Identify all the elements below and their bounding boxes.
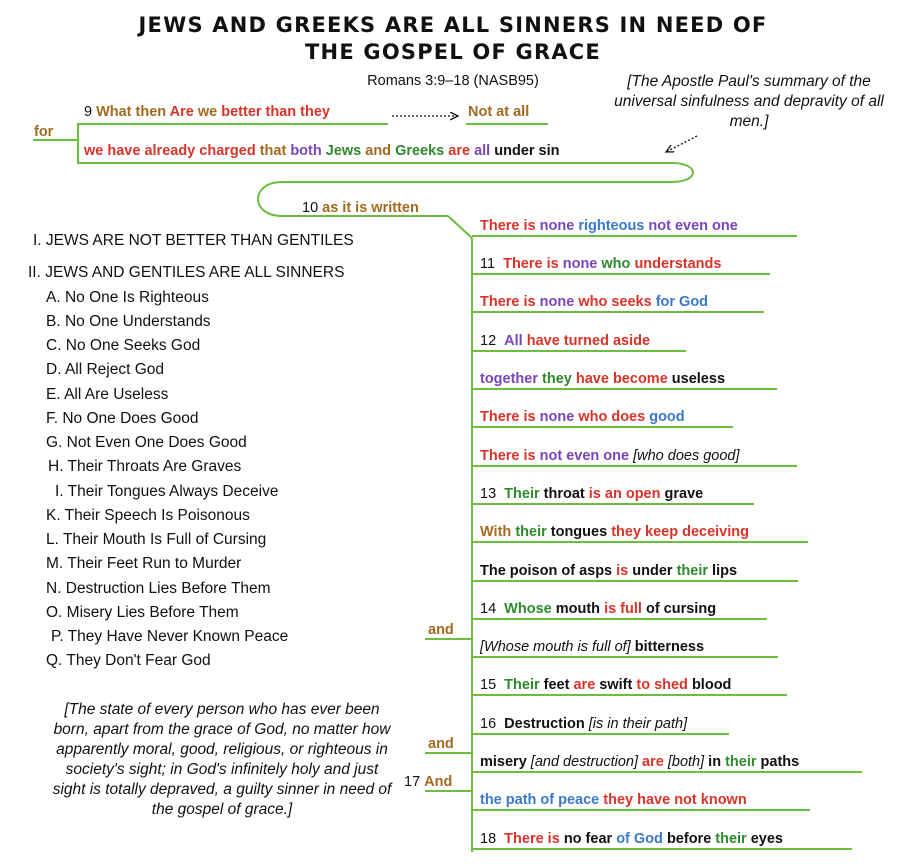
implied-words: [both] xyxy=(667,754,709,770)
text-segment: feet xyxy=(543,677,574,693)
text-segment: Are xyxy=(169,104,198,120)
outline-item: N. Destruction Lies Before Them xyxy=(46,580,271,597)
verse-line xyxy=(480,371,725,387)
text-segment: not even one xyxy=(539,448,634,464)
verse-line xyxy=(480,677,731,693)
text-segment: that xyxy=(259,143,291,159)
text-segment: have become xyxy=(575,371,672,387)
verse-line xyxy=(480,486,703,502)
text-segment: are xyxy=(448,143,475,159)
text-segment: and xyxy=(365,143,396,159)
text-segment: There is xyxy=(504,831,564,847)
text-segment: they have not known xyxy=(603,792,747,808)
verse-9-charge xyxy=(84,143,560,159)
summary-note: [The Apostle Paul's summary of the universal sinfulness and depravity of all men.] xyxy=(614,73,884,130)
text-segment: is an open xyxy=(588,486,665,502)
outline-item: H. Their Throats Are Graves xyxy=(48,458,242,475)
outline-item: A. No One Is Righteous xyxy=(46,289,209,306)
text-segment: good xyxy=(649,409,685,425)
text-segment: grave xyxy=(664,486,704,502)
dotted-arrow-note xyxy=(666,136,697,152)
text-segment: in xyxy=(708,754,726,770)
verse-line xyxy=(480,831,783,847)
text-segment: no fear xyxy=(563,831,617,847)
verse-9-question xyxy=(84,104,330,120)
depravity-note: [The state of every person who has ever been born, apart from the grace of God, no matter how apparently moral, good, religious, or righteous in society's sight; in God's infinitely holy and just sight is totally depraved, a guilty sinner in need of the gospel of grace.] xyxy=(52,701,392,818)
text-segment: the path of peace xyxy=(480,792,604,808)
outline-item: M. Their Feet Run to Murder xyxy=(46,555,242,572)
text-segment: to shed xyxy=(636,677,692,693)
text-segment: understands xyxy=(634,256,722,272)
text-segment: There is xyxy=(480,294,540,310)
v10-diagonal-line xyxy=(448,216,472,238)
text-segment: of God xyxy=(616,831,667,847)
verse-number: 18 xyxy=(480,831,501,847)
verse-line xyxy=(480,639,704,655)
text-segment: have turned aside xyxy=(526,333,651,349)
scripture-reference: Romans 3:9–18 (NASB95) xyxy=(367,73,539,89)
text-segment: bitterness xyxy=(634,639,705,655)
text-segment: Destruction xyxy=(504,716,589,732)
text-segment: lips xyxy=(712,563,738,579)
title-line-1: JEWS AND GREEKS ARE ALL SINNERS IN NEED OF xyxy=(138,13,768,37)
text-segment: Jews xyxy=(325,143,366,159)
and-connector-2: and xyxy=(428,736,454,752)
outline-item: L. Their Mouth Is Full of Cursing xyxy=(46,531,267,548)
verse-number: 16 xyxy=(480,716,501,732)
text-segment: none xyxy=(562,256,602,272)
text-segment: There is xyxy=(480,409,540,425)
text-segment: none xyxy=(539,409,579,425)
text-segment: their xyxy=(715,831,751,847)
implied-words: [Whose mouth is full of] xyxy=(480,639,635,655)
text-segment: There is xyxy=(480,218,540,234)
text-segment: both xyxy=(290,143,326,159)
text-segment: who seeks xyxy=(578,294,656,310)
verse-17-connector xyxy=(404,774,452,790)
page-title xyxy=(0,12,906,66)
outline-item: B. No One Understands xyxy=(46,313,211,330)
verse-line xyxy=(480,792,747,808)
title-line-2: THE GOSPEL OF GRACE xyxy=(305,40,601,64)
verse-line xyxy=(480,448,740,464)
implied-words: [who does good] xyxy=(633,448,740,464)
text-segment: useless xyxy=(671,371,726,387)
text-segment: Their xyxy=(504,677,544,693)
text-segment: What then xyxy=(96,104,170,120)
text-segment: Their xyxy=(504,486,544,502)
text-segment: together xyxy=(480,371,543,387)
verse-17-and: And xyxy=(424,774,453,790)
verse-10-number: 10 xyxy=(302,200,319,216)
text-segment: The poison of asps xyxy=(480,563,617,579)
verse-line xyxy=(480,409,685,425)
text-segment: we xyxy=(84,143,108,159)
outline-item: G. Not Even One Does Good xyxy=(46,434,247,451)
verse-line xyxy=(480,294,708,310)
text-segment: is xyxy=(616,563,633,579)
text-segment: righteous xyxy=(578,218,649,234)
verse-number: 11 xyxy=(480,256,500,272)
verse-line xyxy=(480,524,749,540)
text-segment: all xyxy=(474,143,495,159)
verse-number: 15 xyxy=(480,677,501,693)
outline-item: F. No One Does Good xyxy=(46,410,199,427)
outline-item: P. They Have Never Known Peace xyxy=(51,628,289,645)
verse-9-question-text xyxy=(96,104,330,120)
text-segment: they keep deceiving xyxy=(611,524,749,540)
text-segment: for God xyxy=(655,294,709,310)
text-segment: none xyxy=(539,294,579,310)
text-segment: Whose xyxy=(504,601,556,617)
text-segment: paths xyxy=(760,754,800,770)
text-segment: who does xyxy=(578,409,650,425)
verse-number: 12 xyxy=(480,333,501,349)
verse-line xyxy=(480,601,716,617)
text-segment: mouth xyxy=(555,601,605,617)
text-segment: they xyxy=(542,371,576,387)
text-segment: is full xyxy=(604,601,646,617)
and-connector-1: and xyxy=(428,622,454,638)
outline-item: E. All Are Useless xyxy=(46,386,169,403)
implied-words: [and destruction] xyxy=(530,754,643,770)
text-segment: better than they xyxy=(221,104,330,120)
verse-line xyxy=(480,333,650,349)
outline-item: Q. They Don't Fear God xyxy=(46,652,211,669)
text-segment: are xyxy=(573,677,600,693)
text-segment: tongues xyxy=(550,524,612,540)
verse-line xyxy=(480,563,737,579)
outline-item: K. Their Speech Is Poisonous xyxy=(46,507,250,524)
text-segment: their xyxy=(676,563,713,579)
outline-heading: II. JEWS AND GENTILES ARE ALL SINNERS xyxy=(28,264,345,281)
text-segment: There is xyxy=(503,256,563,272)
text-segment: swift xyxy=(599,677,637,693)
outline-item: C. No One Seeks God xyxy=(46,337,201,354)
implied-words: [is in their path] xyxy=(588,716,688,732)
text-segment: eyes xyxy=(750,831,783,847)
text-segment: of cursing xyxy=(645,601,717,617)
text-segment: their xyxy=(725,754,761,770)
text-segment: have already charged xyxy=(107,143,260,159)
outline-heading: I. JEWS ARE NOT BETTER THAN GENTILES xyxy=(33,232,354,249)
for-connector-label: for xyxy=(34,124,54,140)
text-segment: who xyxy=(601,256,635,272)
text-segment: throat xyxy=(543,486,589,502)
text-segment: are xyxy=(642,754,668,770)
text-segment: not even one xyxy=(648,218,738,234)
text-segment: before xyxy=(666,831,716,847)
verse-10-text: as it is written xyxy=(322,200,419,216)
text-segment: misery xyxy=(480,754,531,770)
verse-number: 13 xyxy=(480,486,501,502)
text-segment: All xyxy=(504,333,527,349)
outline-item: O. Misery Lies Before Them xyxy=(46,604,239,621)
outline-item: D. All Reject God xyxy=(46,361,165,378)
verse-number: 14 xyxy=(480,601,501,617)
verse-9-answer: Not at all xyxy=(468,104,530,120)
verse-line xyxy=(480,256,721,272)
text-segment: we xyxy=(197,104,222,120)
text-segment: under xyxy=(632,563,677,579)
text-segment: none xyxy=(539,218,579,234)
text-segment: blood xyxy=(691,677,732,693)
outline-item: I. Their Tongues Always Deceive xyxy=(55,483,279,500)
verse-17-number: 17 xyxy=(404,774,421,790)
text-segment: Greeks xyxy=(395,143,449,159)
verse-line xyxy=(480,218,738,234)
text-segment: their xyxy=(515,524,551,540)
text-segment: There is xyxy=(480,448,540,464)
verse-10-label xyxy=(302,200,419,216)
text-segment: under sin xyxy=(494,143,560,159)
verse-line xyxy=(480,754,799,770)
v9-question-line xyxy=(78,124,388,140)
verse-9-number: 9 xyxy=(84,104,93,120)
text-segment: With xyxy=(480,524,516,540)
verse-line xyxy=(480,716,687,732)
